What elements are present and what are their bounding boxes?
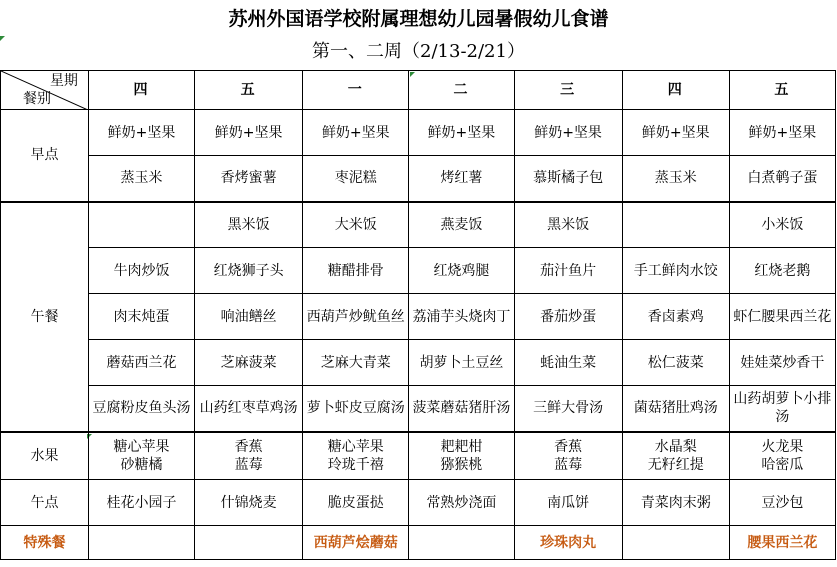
header-day-label: 星期 — [49, 73, 78, 89]
menu-cell: 蒸玉米 — [622, 156, 729, 202]
menu-cell: 红烧狮子头 — [195, 248, 303, 294]
header-meal-label: 餐别 — [23, 91, 51, 107]
menu-cell: 水晶梨 — [622, 432, 729, 456]
menu-cell: 菠菜蘑菇猪肝汤 — [409, 386, 514, 432]
fruit-row — [1, 456, 836, 480]
menu-cell: 香蕉 — [195, 432, 303, 456]
day-header-1: 四 — [88, 71, 194, 110]
menu-cell: 香蕉 — [514, 432, 622, 456]
menu-cell: 山药红枣草鸡汤 — [195, 386, 303, 432]
menu-cell: 红烧老鹅 — [729, 248, 835, 294]
menu-cell: 香卤素鸡 — [622, 294, 729, 340]
lunch-row — [1, 248, 836, 294]
lunch-row — [1, 386, 836, 432]
menu-cell: 什锦烧麦 — [195, 480, 303, 526]
menu-cell: 牛肉炒饭 — [88, 248, 194, 294]
menu-cell: 蚝油生菜 — [514, 340, 622, 386]
menu-cell: 胡萝卜土豆丝 — [409, 340, 514, 386]
menu-cell: 无籽红提 — [622, 456, 729, 480]
menu-cell: 枣泥糕 — [303, 156, 409, 202]
menu-cell: 燕麦饭 — [409, 202, 514, 248]
menu-cell — [195, 526, 303, 560]
menu-cell: 虾仁腰果西兰花 — [729, 294, 835, 340]
special-label: 特殊餐 — [1, 526, 89, 560]
menu-cell: 蒸玉米 — [88, 156, 194, 202]
menu-cell: 豆腐粉皮鱼头汤 — [88, 386, 194, 432]
menu-cell: 烤红薯 — [409, 156, 514, 202]
breakfast-row — [1, 156, 836, 202]
header-corner-cell — [1, 71, 89, 110]
lunch-row — [1, 340, 836, 386]
menu-cell: 脆皮蛋挞 — [303, 480, 409, 526]
day-header-row — [1, 71, 836, 110]
menu-cell: 豆沙包 — [729, 480, 835, 526]
menu-cell: 茄汁鱼片 — [514, 248, 622, 294]
menu-cell: 慕斯橘子包 — [514, 156, 622, 202]
day-header-4: 二 — [409, 71, 514, 110]
menu-cell: 青菜肉末粥 — [622, 480, 729, 526]
menu-cell: 西葫芦烩蘑菇 — [303, 526, 409, 560]
menu-cell: 萝卜虾皮豆腐汤 — [303, 386, 409, 432]
fruit-row — [1, 432, 836, 456]
menu-cell: 小米饭 — [729, 202, 835, 248]
lunch-row — [1, 294, 836, 340]
menu-cell: 手工鲜肉水饺 — [622, 248, 729, 294]
menu-cell: 荔浦芋头烧肉丁 — [409, 294, 514, 340]
snack-row — [1, 480, 836, 526]
menu-cell: 猕猴桃 — [409, 456, 514, 480]
lunch-label: 午餐 — [1, 202, 89, 432]
menu-table — [0, 70, 836, 560]
day-header-2: 五 — [195, 71, 303, 110]
menu-cell: 哈密瓜 — [729, 456, 835, 480]
menu-cell: 鲜奶+坚果 — [729, 110, 835, 156]
menu-cell: 南瓜饼 — [514, 480, 622, 526]
menu-cell: 火龙果 — [729, 432, 835, 456]
menu-cell: 珍珠肉丸 — [514, 526, 622, 560]
fruit-label: 水果 — [1, 432, 89, 480]
menu-cell: 蓝莓 — [514, 456, 622, 480]
menu-cell: 番茄炒蛋 — [514, 294, 622, 340]
special-row — [1, 526, 836, 560]
day-header-7: 五 — [729, 71, 835, 110]
menu-cell — [88, 202, 194, 248]
menu-cell: 红烧鸡腿 — [409, 248, 514, 294]
menu-cell: 菌菇猪肚鸡汤 — [622, 386, 729, 432]
menu-body — [1, 110, 836, 560]
menu-cell: 肉末炖蛋 — [88, 294, 194, 340]
menu-cell — [88, 526, 194, 560]
page-subtitle: 第一、二周（2/13-2/21） — [312, 41, 525, 62]
menu-cell: 桂花小园子 — [88, 480, 194, 526]
lunch-row — [1, 202, 836, 248]
day-header-3: 一 — [303, 71, 409, 110]
menu-cell: 玲珑千禧 — [303, 456, 409, 480]
menu-cell: 娃娃菜炒香干 — [729, 340, 835, 386]
day-header-6: 四 — [622, 71, 729, 110]
menu-cell: 腰果西兰花 — [729, 526, 835, 560]
menu-cell: 鲜奶+坚果 — [88, 110, 194, 156]
menu-cell: 常熟炒浇面 — [409, 480, 514, 526]
menu-cell: 黑米饭 — [514, 202, 622, 248]
menu-cell: 响油鳝丝 — [195, 294, 303, 340]
menu-cell: 白煮鹌子蛋 — [729, 156, 835, 202]
breakfast-label: 早点 — [1, 110, 89, 202]
menu-cell: 三鲜大骨汤 — [514, 386, 622, 432]
menu-cell: 鲜奶+坚果 — [195, 110, 303, 156]
menu-cell: 大米饭 — [303, 202, 409, 248]
menu-cell — [622, 202, 729, 248]
menu-cell — [622, 526, 729, 560]
menu-cell: 耙耙柑 — [409, 432, 514, 456]
menu-cell: 糖醋排骨 — [303, 248, 409, 294]
menu-cell: 蓝莓 — [195, 456, 303, 480]
breakfast-row — [1, 110, 836, 156]
menu-cell: 芝麻大青菜 — [303, 340, 409, 386]
menu-cell: 糖心苹果 — [303, 432, 409, 456]
menu-cell — [409, 526, 514, 560]
menu-cell: 蘑菇西兰花 — [88, 340, 194, 386]
menu-cell: 黑米饭 — [195, 202, 303, 248]
page-title: 苏州外国语学校附属理想幼儿园暑假幼儿食谱 — [228, 8, 609, 30]
snack-label: 午点 — [1, 480, 89, 526]
menu-cell: 鲜奶+坚果 — [622, 110, 729, 156]
day-header-5: 三 — [514, 71, 622, 110]
menu-cell: 鲜奶+坚果 — [409, 110, 514, 156]
menu-cell: 芝麻菠菜 — [195, 340, 303, 386]
menu-cell: 松仁菠菜 — [622, 340, 729, 386]
menu-cell: 山药胡萝卜小排汤 — [729, 386, 835, 432]
menu-cell: 香烤蜜薯 — [195, 156, 303, 202]
menu-cell: 鲜奶+坚果 — [514, 110, 622, 156]
menu-cell: 鲜奶+坚果 — [303, 110, 409, 156]
menu-cell: 砂糖橘 — [88, 456, 194, 480]
menu-cell: 糖心苹果 — [88, 432, 194, 456]
menu-cell: 西葫芦炒鱿鱼丝 — [303, 294, 409, 340]
